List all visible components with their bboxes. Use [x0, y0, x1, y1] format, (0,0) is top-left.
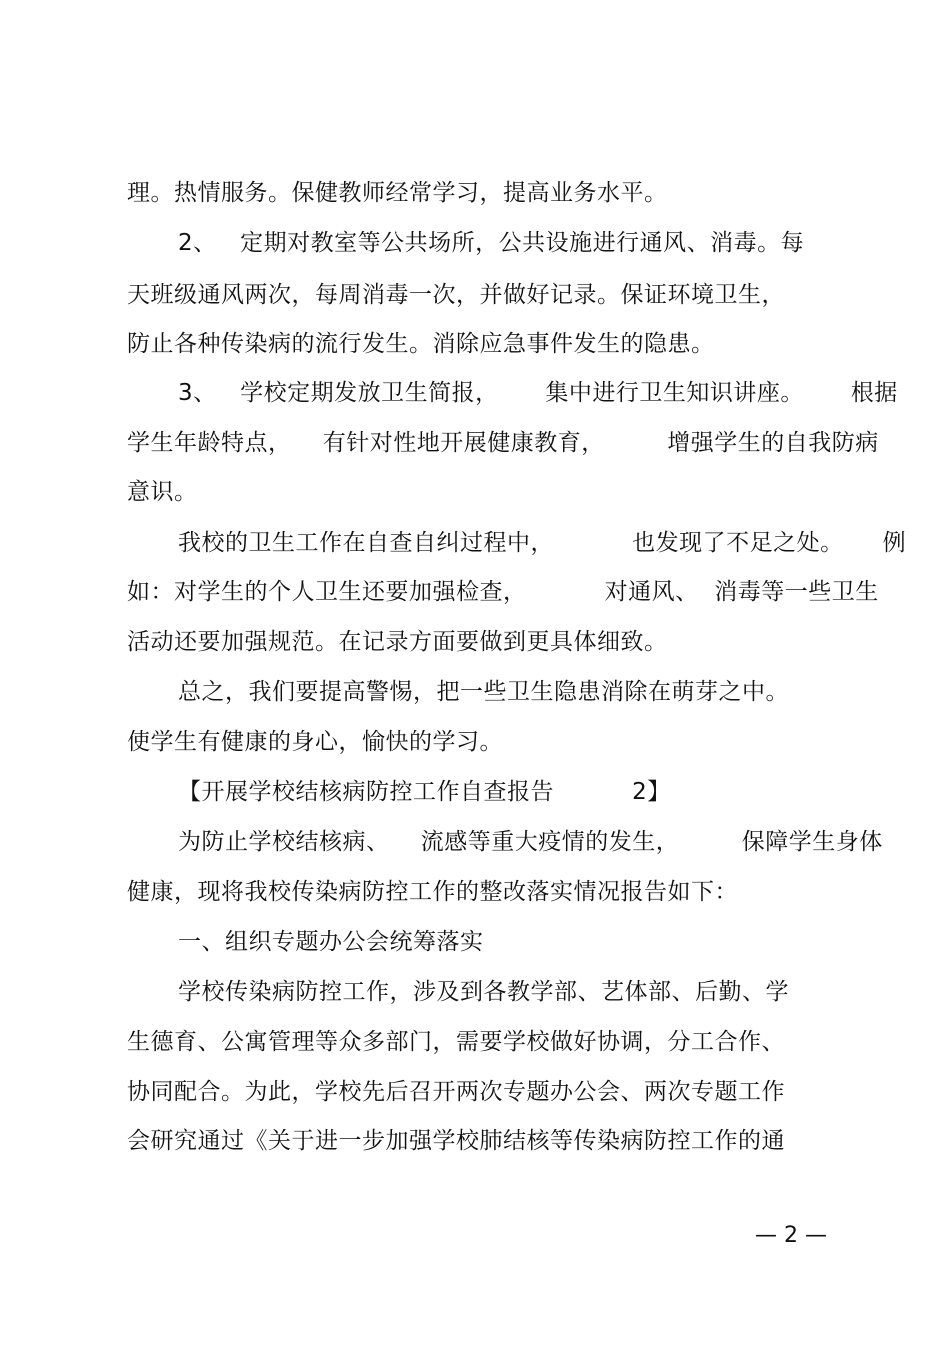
text-line-9: 如：对学生的个人卫生还要加强检查， 对通风、 消毒等一些卫生 — [127, 579, 879, 605]
text-line-6: 学生年龄特点， 有针对性地开展健康教育， 增强学生的自我防病 — [127, 430, 879, 456]
text-line-12: 使学生有健康的身心，愉快的学习。 — [127, 729, 503, 755]
text-line-1: 理。热情服务。保健教师经常学习，提高业务水平。 — [127, 180, 668, 206]
text-line-7: 意识。 — [127, 479, 198, 505]
text-line-11: 总之，我们要提高警惕，把一些卫生隐患消除在萌芽之中。 — [178, 679, 789, 705]
text-line-14: 为防止学校结核病、 流感等重大疫情的发生， 保障学生身体 — [178, 829, 883, 855]
text-line-18: 生德育、公寓管理等众多部门，需要学校做好协调，分工合作、 — [127, 1029, 785, 1055]
text-line-5: 3、 学校定期发放卫生简报， 集中进行卫生知识讲座。 根据 — [178, 380, 898, 406]
section-title: 【开展学校结核病防控工作自查报告 2】 — [178, 779, 671, 805]
text-line-20: 会研究通过《关于进一步加强学校肺结核等传染病防控工作的通 — [127, 1128, 785, 1154]
text-line-8: 我校的卫生工作在自查自纠过程中， 也发现了不足之处。 例 — [178, 530, 907, 556]
text-line-17: 学校传染病防控工作，涉及到各教学部、艺体部、后勤、学 — [178, 979, 789, 1005]
text-line-4: 防止各种传染病的流行发生。消除应急事件发生的隐患。 — [127, 331, 715, 357]
text-line-2: 2、 定期对教室等公共场所，公共设施进行通风、消毒。每 — [178, 230, 805, 256]
page-number: — 2 — — [755, 1223, 827, 1248]
text-line-10: 活动还要加强规范。在记录方面要做到更具体细致。 — [127, 629, 668, 655]
subsection-heading: 一、组织专题办公会统筹落实 — [178, 929, 484, 955]
text-line-15: 健康，现将我校传染病防控工作的整改落实情况报告如下： — [127, 879, 738, 905]
text-line-19: 协同配合。为此，学校先后召开两次专题办公会、两次专题工作 — [127, 1079, 785, 1105]
text-line-3: 天班级通风两次，每周消毒一次，并做好记录。保证环境卫生， — [127, 282, 785, 308]
